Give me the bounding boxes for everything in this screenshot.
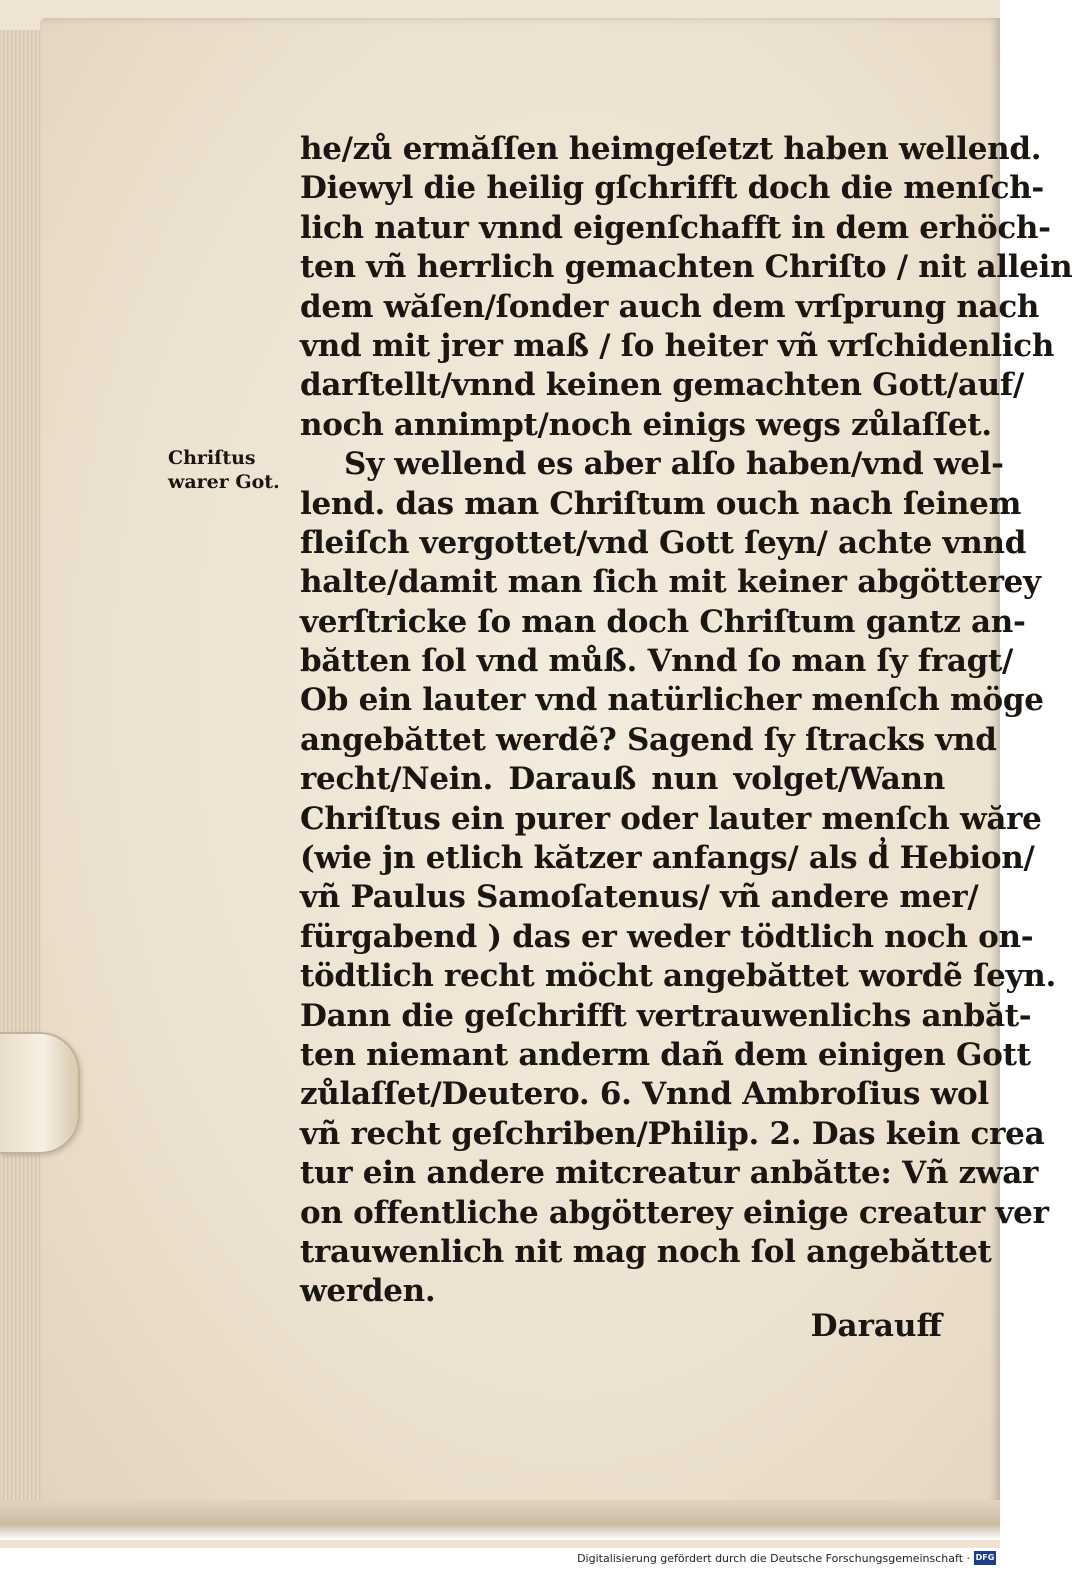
text-line: vnd mit jrer maß / ſo heiter vñ vrſchidenlich (300, 327, 1055, 364)
text-line: trauwenlich nit mag noch ſol angebăttet (300, 1233, 992, 1270)
text-line: ten niemant anderm dañ dem einigen Gott (300, 1036, 1031, 1073)
marginal-note (168, 446, 298, 494)
catchword: Darauff (810, 1308, 942, 1344)
page-stack-edge (0, 30, 41, 1520)
text-line: Dann die geſchrifft vertrauwenlichs anbăt- (300, 997, 1032, 1034)
page-stack-bottom (0, 1500, 1000, 1540)
text-line: noch annimpt/noch einigs wegs zůlaſſet. (300, 406, 992, 443)
text-line: Ob ein lauter vnd natürlicher menſch möge (300, 682, 1044, 719)
marginal-note-line-1: Chriſtus (168, 447, 256, 469)
funding-footer: Digitalisierung gefördert durch die Deutsche Forschungsgemeinschaft · (577, 1552, 970, 1565)
text-line: Sy wellend es aber alſo haben/vnd wel- (344, 446, 1004, 483)
text-line: recht/Nein. Darauß nun volget/Wann (300, 761, 945, 798)
text-line: fürgabend ) das er weder tödtlich noch on- (300, 918, 1034, 955)
text-line: Diewyl die heilig gſchrifft doch die menſch- (300, 170, 1044, 207)
text-line: lend. das man Chriſtum ouch nach ſeinem (300, 485, 1022, 522)
text-line: dem wăſen/ſonder auch dem vrſprung nach (300, 288, 1040, 325)
text-line: werden. (300, 1273, 436, 1310)
text-line: Chriſtus ein purer oder lauter menſch wăre (300, 800, 1042, 837)
text-line: halte/damit man ſich mit keiner abgötterey (300, 564, 1041, 601)
text-line: zůlaſſet/Deutero. 6. Vnnd Ambroſius wol (300, 1076, 989, 1113)
text-line: on offentliche abgötterey einige creatur ver (300, 1194, 1049, 1231)
text-line: bătten ſol vnd můß. Vnnd ſo man ſy fragt/ (300, 643, 1014, 680)
text-line: darſtellt/vnnd keinen gemachten Gott/auf/ (300, 367, 1024, 404)
text-line: he/zů ermăſſen heimgeſetzt haben wellend. (300, 131, 1042, 167)
text-line: (wie jn etlich kătzer anfangs/ als d̓ Hebion/ (300, 840, 1035, 877)
text-line: vñ Paulus Samoſatenus/ vñ andere mer/ (300, 879, 979, 916)
text-line: tödtlich recht möcht angebăttet wordẽ ſeyn. (300, 958, 1056, 995)
book-clasp (0, 1032, 80, 1154)
body-text (300, 130, 1072, 1312)
text-line: vñ recht geſchriben/Philip. 2. Das kein crea (300, 1115, 1045, 1152)
text-line: angebăttet werdẽ? Sagend ſy ſtracks vnd (300, 721, 997, 758)
marginal-note-line-2: warer Got. (168, 471, 280, 493)
text-line: fleiſch vergottet/vnd Gott ſeyn/ achte vnnd (300, 524, 1027, 561)
text-line: ten vñ herrlich gemachten Chriſto / nit allein (300, 249, 1072, 286)
text-line: lich natur vnnd eigenſchafft in dem erhöch- (300, 209, 1051, 246)
dfg-logo: DFG (974, 1551, 996, 1565)
text-line: verſtricke ſo man doch Chriſtum gantz an- (300, 603, 1026, 640)
text-line: tur ein andere mitcreatur anbătte: Vñ zwar (300, 1155, 1039, 1192)
